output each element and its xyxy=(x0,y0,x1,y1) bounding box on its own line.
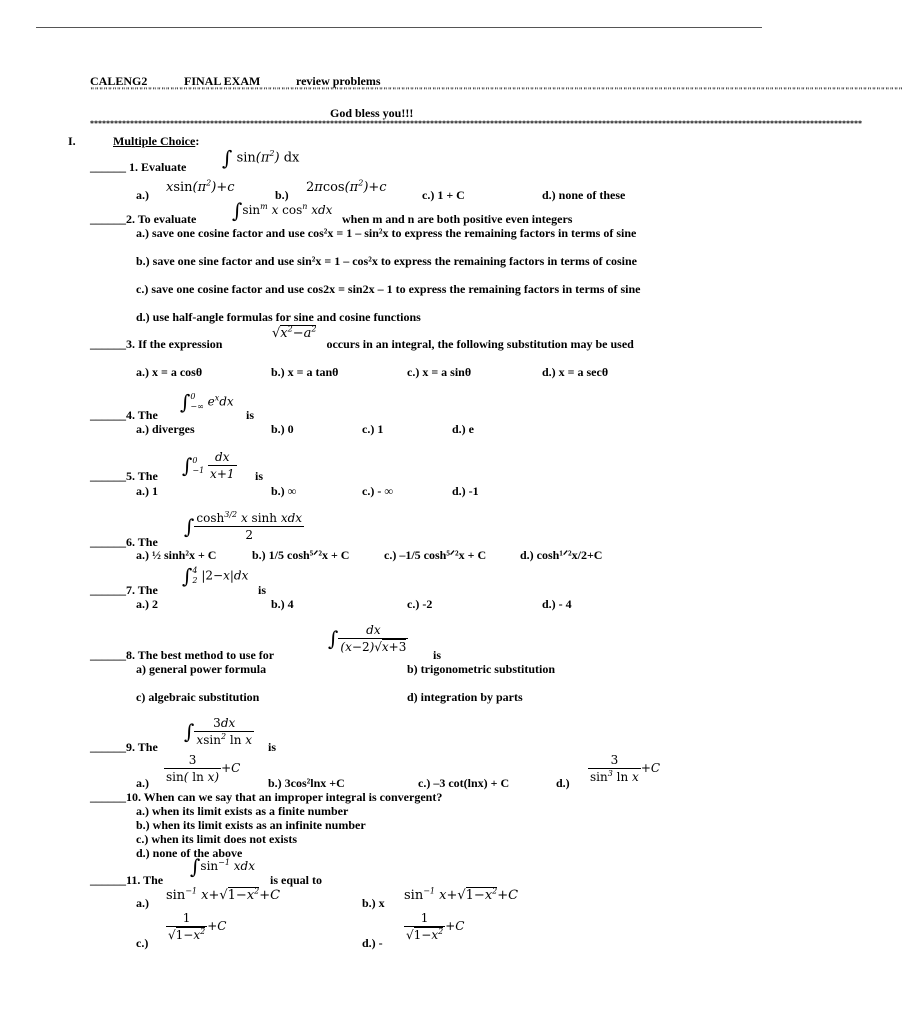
q2-tail: when m and n are both positive even integers xyxy=(342,212,573,226)
q2-option-c: c.) save one cosine factor and use cos2x = sin2x – 1 to express the remaining factors in terms of sine xyxy=(136,282,641,296)
blessing-line: God bless you!!! xyxy=(330,106,414,120)
q8-option-c: c) algebraic substitution xyxy=(136,690,260,704)
q7-option-d: d.) - 4 xyxy=(542,597,572,611)
q1-option-b-label: b.) xyxy=(275,188,289,202)
q3-option-d: d.) x = a secθ xyxy=(542,365,609,379)
q1-option-d: d.) none of these xyxy=(542,188,626,202)
q11-expression: $\int\sin^{-1}$ xdx xyxy=(190,854,255,879)
q7-option-a: a.) 2 xyxy=(136,597,158,611)
q1-label: ______ 1. Evaluate xyxy=(90,160,187,174)
q5-option-c: c.) - ∞ xyxy=(362,484,393,498)
q10-label: ______10. When can we say that an improper integral is convergent? xyxy=(90,790,443,804)
q7-tail: is xyxy=(258,583,267,597)
q9-tail: is xyxy=(268,740,277,754)
q8-tail: is xyxy=(433,648,442,662)
q11-tail: is equal to xyxy=(270,873,323,887)
q4-expression: ∫ 0 −∞ $e^xdx$ xyxy=(180,390,234,414)
q8-option-a: a) general power formula xyxy=(136,662,267,676)
q6-option-d: d.) cosh¹ᐟ²x/2+C xyxy=(520,548,603,562)
q6-option-a: a.) ½ sinh²x + C xyxy=(136,548,217,562)
q10-option-b: b.) when its limit exists as an infinite number xyxy=(136,818,366,832)
q3-stem xyxy=(90,337,676,351)
q2-option-d: d.) use half-angle formulas for sine and cosine functions xyxy=(136,310,421,324)
q2-option-a: a.) save one cosine factor and use cos²x = 1 – sin²x to express the remaining factors in terms of sine xyxy=(136,226,637,240)
course-code: CALENG2 xyxy=(90,74,148,88)
q9-option-d: $\frac{3}{\sin^3 \ln x}$ +C xyxy=(590,753,661,784)
q3-label: ______3. If the expression xyxy=(90,337,223,351)
q6-option-b: b.) 1/5 cosh⁵ᐟ²x + C xyxy=(252,548,350,562)
q11-option-c: $\frac{1}{√1-x^2}$ +C xyxy=(168,911,227,942)
exam-title: FINAL EXAM xyxy=(184,74,261,88)
q3-tail: occurs in an integral, the following substitution may be used xyxy=(326,337,634,351)
q8-expression: ∫ $\frac{dx}{(x-2)√x+3}$ xyxy=(328,623,407,654)
q1-option-b: $2\pi\cos(\pi^2)+c$ xyxy=(306,178,387,195)
q4-option-c: c.) 1 xyxy=(362,422,384,436)
q11-option-b: $\sin^{-1} x+√1-x^2+C$ xyxy=(404,886,519,903)
q11-option-b-label: b.) x xyxy=(362,896,385,910)
q9-expression: ∫ $\frac{3dx}{xsin^2 \ln x}$ xyxy=(184,716,253,747)
q3-option-b: b.) x = a tanθ xyxy=(271,365,339,379)
q3-option-c: c.) x = a sinθ xyxy=(407,365,472,379)
q1-option-a: $xsin(\pi^2)+c$ xyxy=(166,178,235,195)
q9-option-a-label: a.) xyxy=(136,776,149,790)
q5-option-b: b.) ∞ xyxy=(271,484,297,498)
q6-option-c: c.) –1/5 cosh⁵ᐟ²x + C xyxy=(384,548,487,562)
q11-option-d-label: d.) - xyxy=(362,936,383,950)
q5-option-a: a.) 1 xyxy=(136,484,158,498)
q3-option-a: a.) x = a cosθ xyxy=(136,365,203,379)
section-title xyxy=(113,134,199,148)
q11-option-a: $\sin^{-1} x+√1-x^2+C$ xyxy=(166,886,281,903)
q7-label: ______7. The xyxy=(90,583,158,597)
q7-expression: ∫ 4 2 |2−x|dx xyxy=(182,564,249,588)
q4-tail: is xyxy=(246,408,255,422)
q8-option-b: b) trigonometric substitution xyxy=(407,662,555,676)
q6-label: ______6. The xyxy=(90,535,158,549)
q1-option-c: c.) 1 + C xyxy=(422,188,465,202)
q3-expression: $√x^2-a^2$ xyxy=(272,324,317,341)
q10-option-a: a.) when its limit exists as a finite number xyxy=(136,804,349,818)
q5-label: ______5. The xyxy=(90,469,158,483)
blessing-separator: ************************************************************************************************************************************************************************************************* xyxy=(90,119,862,128)
q5-tail: is xyxy=(255,469,264,483)
section-title-colon: : xyxy=(195,134,200,148)
q9-label: ______9. The xyxy=(90,740,158,754)
q9-option-d-label: d.) xyxy=(556,776,570,790)
page-top-rule xyxy=(36,27,762,28)
q6-expression: ∫ $\frac{\cosh^{3/2} x \sinh xdx}{2}$ xyxy=(184,510,303,542)
section-title-text: Multiple Choice xyxy=(113,134,196,148)
q1-option-a-label: a.) xyxy=(136,188,149,202)
q4-label: ______4. The xyxy=(90,408,158,422)
q9-option-a: $\frac{3}{\text{sin( ln x)}}$ +C xyxy=(166,753,241,784)
q9-option-b: b.) 3cos²lnx +C xyxy=(268,776,345,790)
q11-option-a-label: a.) xyxy=(136,896,149,910)
q9-option-c: c.) –3 cot(lnx) + C xyxy=(418,776,510,790)
q2-expression: $\int\sin^m$ x $\cos^n$ xdx xyxy=(232,198,333,223)
q7-option-c: c.) -2 xyxy=(407,597,433,611)
q2-option-b: b.) save one sine factor and use sin²x = 1 – cos²x to express the remaining factors in terms of cosine xyxy=(136,254,637,268)
q8-label: ______8. The best method to use for xyxy=(90,648,275,662)
q1-expression: ∫ $\sin(\pi^2)$ dx xyxy=(222,146,300,170)
q11-option-d: $\frac{1}{√1-x^2}$ +C xyxy=(406,911,465,942)
q5-expression: ∫ 0 −1 $\frac{dx}{x+1}$ xyxy=(182,450,235,481)
q11-option-c-label: c.) xyxy=(136,936,149,950)
exam-subtitle: review problems xyxy=(296,74,381,88)
q4-option-b: b.) 0 xyxy=(271,422,294,436)
q7-option-b: b.) 4 xyxy=(271,597,294,611)
q10-option-d: d.) none of the above xyxy=(136,846,243,860)
section-number: I. xyxy=(68,134,76,148)
header-separator: """"""""""""""""""""""""""""""""""""""""""""""""""""""""""""""""""""""""""""""""""""""""""""""""""""""""""""""""""""""""""""""""""""""""""""""""""""""""""""""""""""""""""""""""""""""" xyxy=(90,86,903,95)
q10-option-c: c.) when its limit does not exists xyxy=(136,832,297,846)
q4-option-d: d.) e xyxy=(452,422,474,436)
q11-label: ______11. The xyxy=(90,873,164,887)
q8-option-d: d) integration by parts xyxy=(407,690,523,704)
q2-label: ______2. To evaluate xyxy=(90,212,197,226)
q5-option-d: d.) -1 xyxy=(452,484,479,498)
q4-option-a: a.) diverges xyxy=(136,422,195,436)
